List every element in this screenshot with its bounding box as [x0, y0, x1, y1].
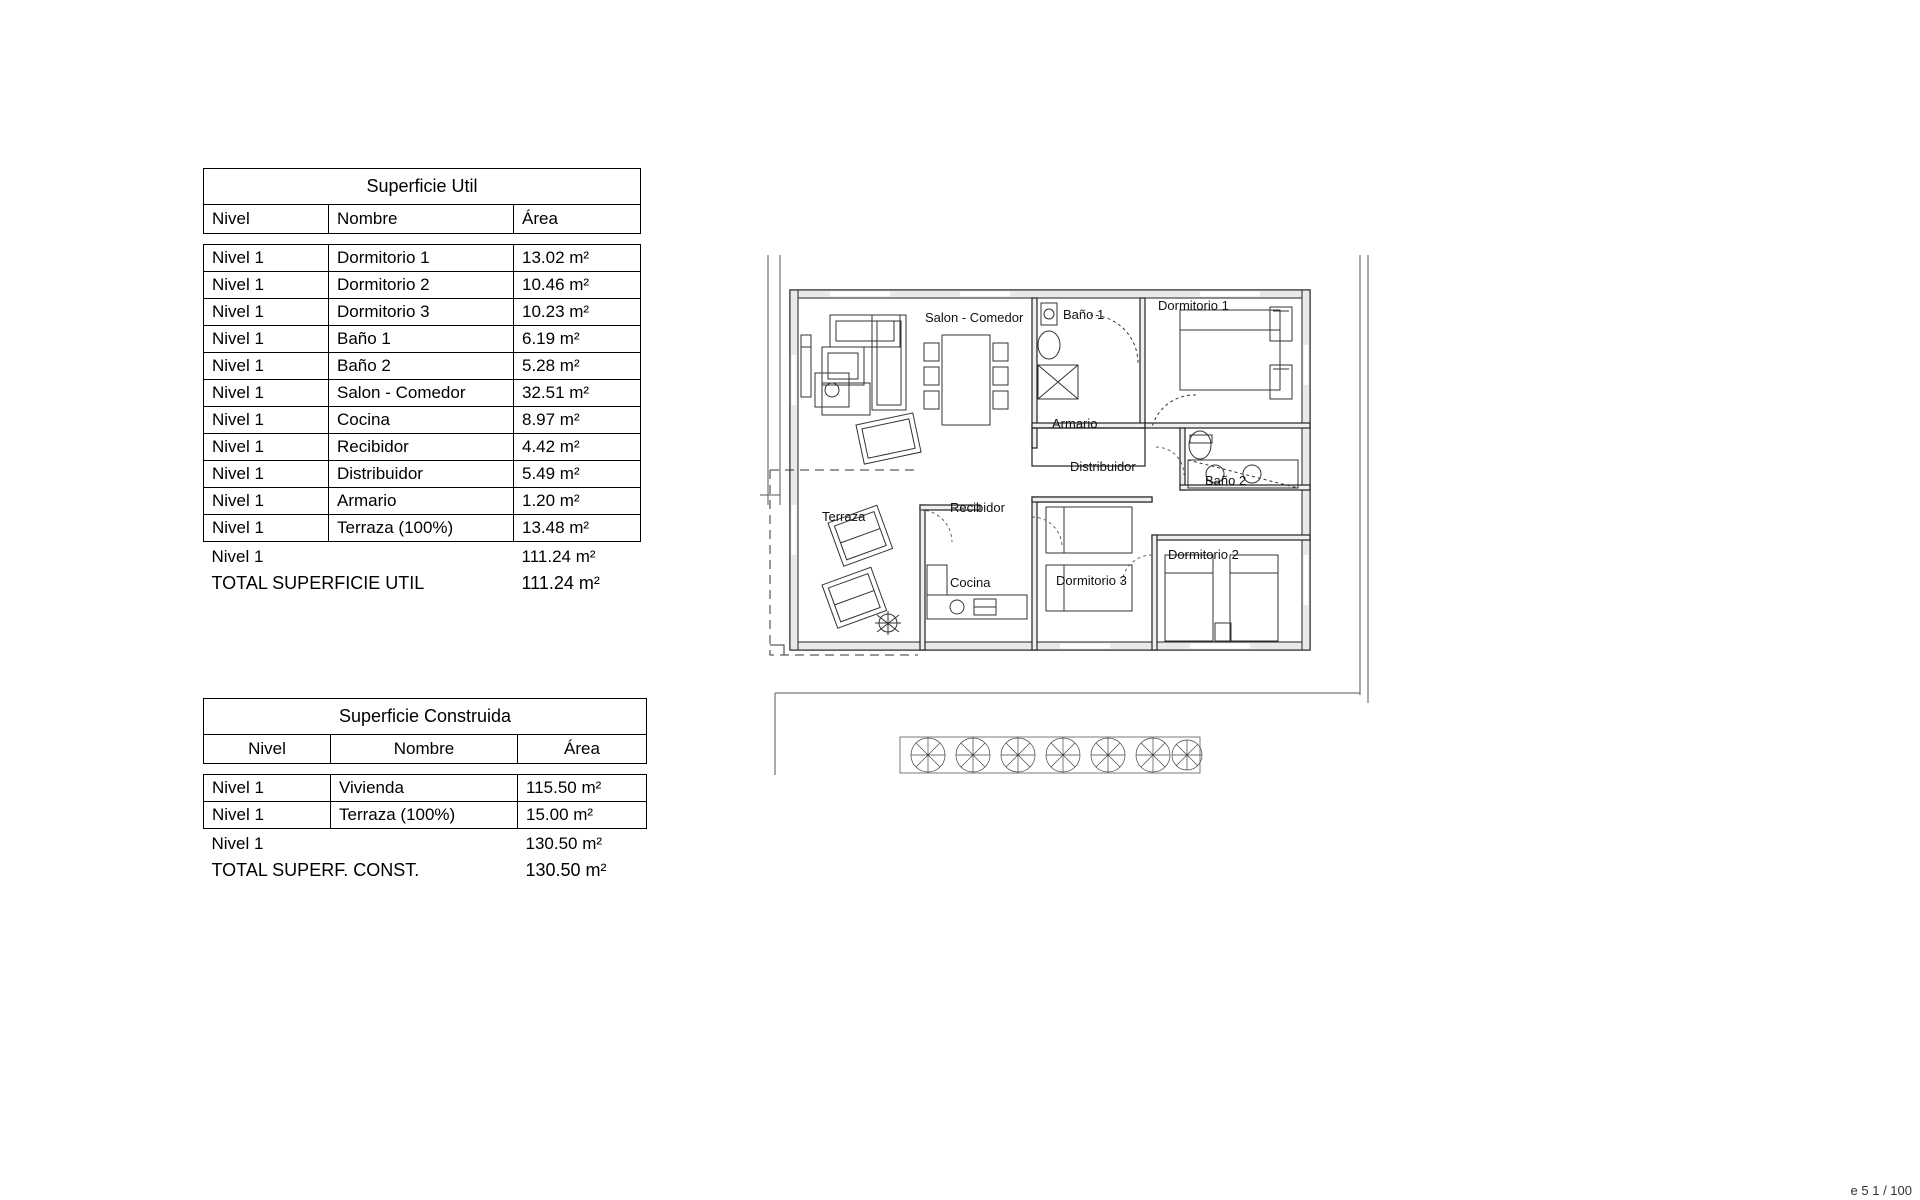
table-row	[204, 380, 641, 407]
subtotal-spacer	[331, 829, 518, 858]
door-swings	[920, 447, 1184, 585]
table-row	[204, 272, 641, 299]
header-area: Área	[514, 205, 641, 234]
cell-nombre: Dormitorio 3	[329, 299, 514, 326]
room-label-dormitorio-1: Dormitorio 1	[1158, 298, 1229, 313]
cell-nivel: Nivel 1	[204, 775, 331, 802]
cell-area: 6.19 m²	[514, 326, 641, 353]
header-nombre: Nombre	[329, 205, 514, 234]
kitchen-fixtures	[927, 565, 1027, 619]
cell-nombre: Distribuidor	[329, 461, 514, 488]
table-row	[204, 461, 641, 488]
table-row	[204, 407, 641, 434]
table-spacer	[204, 764, 647, 775]
room-label-terraza: Terraza	[822, 509, 866, 524]
total-value: 111.24 m²	[521, 573, 600, 593]
cell-nivel: Nivel 1	[204, 299, 329, 326]
cell-area: 5.28 m²	[514, 353, 641, 380]
cell-area: 10.23 m²	[514, 299, 641, 326]
table-row	[204, 353, 641, 380]
cell-area: 5.49 m²	[514, 461, 641, 488]
cell-nombre: Dormitorio 1	[329, 245, 514, 272]
cell-area: 4.42 m²	[514, 434, 641, 461]
superficie-util-title: Superficie Util	[204, 169, 641, 205]
cell-nivel: Nivel 1	[204, 461, 329, 488]
room-label-bano-1: Baño 1	[1063, 307, 1105, 322]
cell-nombre: Baño 2	[329, 353, 514, 380]
cell-nivel: Nivel 1	[204, 272, 329, 299]
header-nivel: Nivel	[204, 205, 329, 234]
vegetation-bottom	[900, 737, 1202, 773]
cell-nombre: Vivienda	[331, 775, 518, 802]
bedroom2-furniture	[1165, 555, 1278, 641]
table-row	[204, 515, 641, 542]
cell-nombre: Cocina	[329, 407, 514, 434]
cell-nivel: Nivel 1	[204, 245, 329, 272]
cell-nombre: Recibidor	[329, 434, 514, 461]
cell-nivel: Nivel 1	[204, 407, 329, 434]
table-row	[204, 245, 641, 272]
total-row	[204, 857, 647, 884]
table-header-row	[204, 735, 647, 764]
cell-nombre: Armario	[329, 488, 514, 515]
cell-area: 13.48 m²	[514, 515, 641, 542]
room-label-dormitorio-2: Dormitorio 2	[1168, 547, 1239, 562]
cell-area: 8.97 m²	[514, 407, 641, 434]
cell-area: 13.02 m²	[514, 245, 641, 272]
table-row	[204, 299, 641, 326]
plant-icon	[875, 611, 901, 635]
subtotal-label: Nivel 1	[211, 834, 264, 853]
superficie-construida-title: Superficie Construida	[204, 699, 647, 735]
header-area: Área	[518, 735, 647, 764]
subtotal-value: 130.50 m²	[525, 834, 603, 853]
floor-plan-drawing	[760, 255, 1640, 955]
floor-plan	[760, 255, 1640, 955]
superficie-util-table	[203, 168, 641, 597]
superficie-construida-table	[203, 698, 647, 884]
total-value: 130.50 m²	[525, 860, 607, 880]
room-label-armario: Armario	[1052, 416, 1098, 431]
cell-nivel: Nivel 1	[204, 353, 329, 380]
cell-nombre: Dormitorio 2	[329, 272, 514, 299]
cell-area: 1.20 m²	[514, 488, 641, 515]
cell-nivel: Nivel 1	[204, 434, 329, 461]
cell-nivel: Nivel 1	[204, 488, 329, 515]
cell-area: 32.51 m²	[514, 380, 641, 407]
table-row	[204, 326, 641, 353]
header-nivel: Nivel	[204, 735, 331, 764]
table-row	[204, 488, 641, 515]
subtotal-label: Nivel 1	[211, 547, 264, 566]
total-label: TOTAL SUPERFICIE UTIL	[211, 573, 425, 593]
cell-nivel: Nivel 1	[204, 802, 331, 829]
cell-nombre: Baño 1	[329, 326, 514, 353]
cell-area: 115.50 m²	[518, 775, 647, 802]
total-label: TOTAL SUPERF. CONST.	[211, 860, 420, 880]
table-header-row	[204, 205, 641, 234]
subtotal-value: 111.24 m²	[521, 547, 596, 566]
table-title-row	[204, 699, 647, 735]
room-label-cocina: Cocina	[950, 575, 991, 590]
table-title-row	[204, 169, 641, 205]
cell-nombre: Terraza (100%)	[331, 802, 518, 829]
table-spacer	[204, 234, 641, 245]
bedroom3-furniture	[1046, 507, 1132, 611]
header-nombre: Nombre	[331, 735, 518, 764]
interior-partitions	[920, 298, 1310, 650]
cell-nivel: Nivel 1	[204, 515, 329, 542]
scale-note: e 5 1 / 100	[1850, 1183, 1912, 1198]
cell-area: 10.46 m²	[514, 272, 641, 299]
cell-nivel: Nivel 1	[204, 326, 329, 353]
subtotal-row	[204, 542, 641, 571]
total-row	[204, 570, 641, 597]
room-label-dormitorio-3: Dormitorio 3	[1056, 573, 1127, 588]
room-label-recibidor: Recibidor	[950, 500, 1005, 515]
subtotal-row	[204, 829, 647, 858]
cell-nivel: Nivel 1	[204, 380, 329, 407]
room-label-bano-2: Baño 2	[1205, 473, 1247, 488]
bedroom1-furniture	[1152, 307, 1292, 427]
living-room-furniture	[801, 315, 921, 464]
cell-nombre: Terraza (100%)	[329, 515, 514, 542]
cell-nombre: Salon - Comedor	[329, 380, 514, 407]
cell-area: 15.00 m²	[518, 802, 647, 829]
table-row	[204, 775, 647, 802]
subtotal-spacer	[329, 542, 514, 571]
dining-set	[924, 335, 1008, 425]
room-label-salon-comedor: Salon - Comedor	[925, 310, 1024, 325]
table-row	[204, 802, 647, 829]
room-label-distribuidor: Distribuidor	[1070, 459, 1136, 474]
table-row	[204, 434, 641, 461]
